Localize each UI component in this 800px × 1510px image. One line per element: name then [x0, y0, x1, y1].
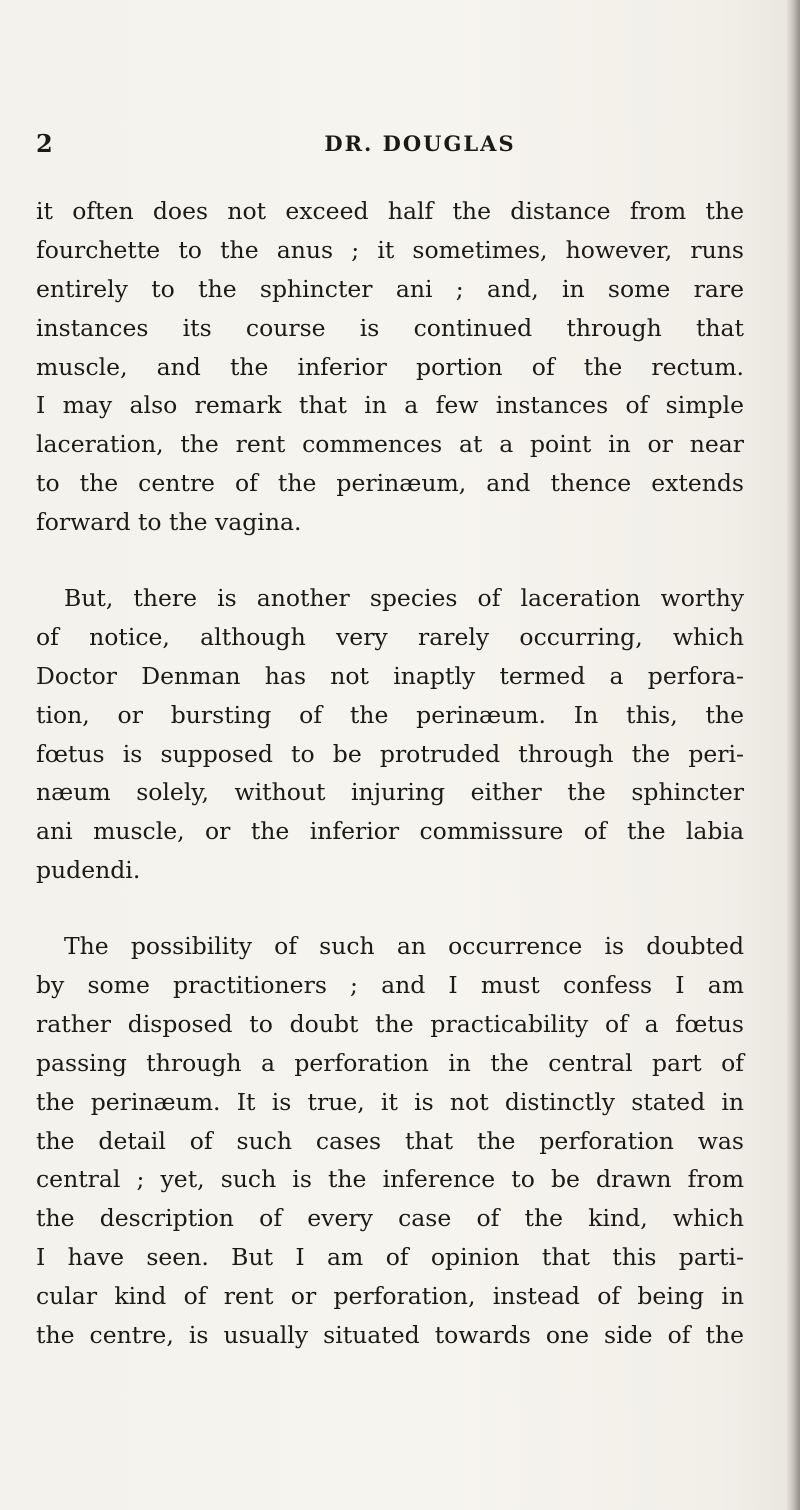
text-line: cular kind of rent or perforation, instead of being in [36, 1282, 744, 1311]
text-line: to the centre of the perinæum, and thence extends [36, 469, 744, 498]
text-line: But, there is another species of laceration worthy [64, 584, 744, 613]
text-line: rather disposed to doubt the practicability of a fœtus [36, 1009, 744, 1038]
text-line: laceration, the rent commences at a point in or near [36, 430, 744, 459]
text-line: it often does not exceed half the distance from the [36, 197, 744, 225]
text-line: the centre, is usually situated towards one side of the [36, 1321, 744, 1350]
paragraph-2 [36, 579, 744, 890]
text-line: tion, or bursting of the perinæum. In this, the [36, 700, 744, 729]
text-line: fourchette to the anus ; it sometimes, however, runs [36, 235, 744, 264]
text-line: instances its course is continued through that [36, 313, 744, 342]
text-line: I may also remark that in a few instances of simple [36, 391, 744, 420]
text-line: muscle, and the inferior portion of the rectum. [36, 352, 744, 381]
body-text [36, 192, 744, 1355]
text-line: fœtus is supposed to be protruded through the peri- [36, 739, 744, 768]
text-line: forward to the vagina. [36, 508, 302, 537]
text-line: næum solely, without injuring either the sphincter [36, 778, 744, 807]
page-spine-shadow [786, 0, 800, 1510]
text-line: of notice, although very rarely occurring, which [36, 622, 744, 651]
text-line: by some practitioners ; and I must confess I am [36, 971, 744, 1000]
running-title: DR. DOUGLAS [324, 131, 516, 156]
text-line: ani muscle, or the inferior commissure of the labia [36, 817, 744, 846]
text-line: I have seen. But I am of opinion that this parti- [36, 1243, 744, 1272]
text-line: the description of every case of the kind, which [36, 1204, 744, 1233]
text-line: Doctor Denman has not inaptly termed a perfora- [36, 661, 744, 690]
text-line: passing through a perforation in the central part of [36, 1048, 744, 1077]
paragraph-3 [36, 927, 744, 1355]
text-line: The possibility of such an occurrence is doubted [64, 932, 744, 961]
text-line: pudendi. [36, 856, 141, 885]
paragraph-1 [36, 192, 744, 542]
text-line: central ; yet, such is the inference to be drawn from [36, 1165, 744, 1194]
text-line: the perinæum. It is true, it is not distinctly stated in [36, 1087, 744, 1116]
text-line: entirely to the sphincter ani ; and, in some rare [36, 274, 744, 303]
text-line: the detail of such cases that the perforation was [36, 1126, 744, 1155]
page-number: 2 [36, 129, 54, 158]
running-head [0, 129, 800, 159]
